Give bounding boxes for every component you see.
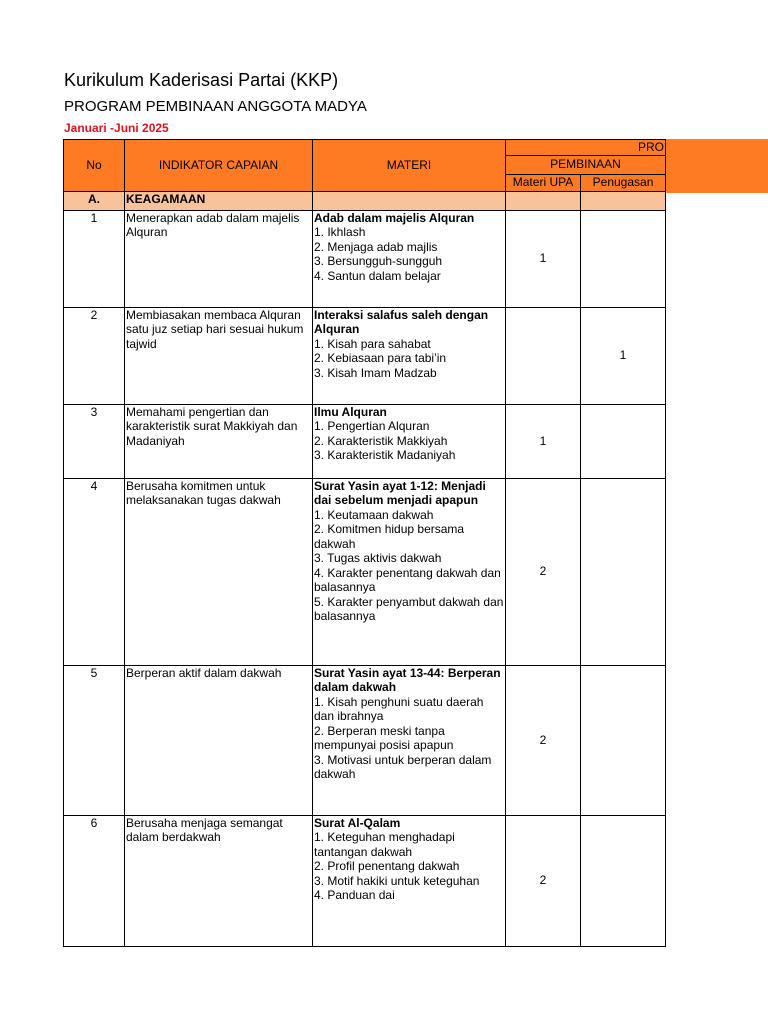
materi-item: 2. Kebiasaan para tabi’in [314, 351, 447, 365]
row-number: 4 [64, 478, 125, 665]
materi-upa-cell [506, 307, 581, 404]
indikator-cell: Memahami pengertian dan karakteristik surat Makkiyah dan Madaniyah [125, 404, 313, 478]
indikator-cell: Berusaha komitmen untuk melaksanakan tugas dakwah [125, 478, 313, 665]
section-label: KEAGAMAAN [125, 191, 313, 210]
materi-cell [313, 478, 506, 665]
materi-title: Surat Yasin ayat 13-44: Berperan dalam dakwah [314, 665, 501, 694]
materi-cell [313, 307, 506, 404]
materi-upa-cell: 2 [506, 478, 581, 665]
row-number: 3 [64, 404, 125, 478]
table-row [64, 815, 666, 946]
header-materi: MATERI [313, 140, 506, 192]
table-row [64, 404, 666, 478]
materi-title: Surat Yasin ayat 1-12: Menjadi dai sebelum menjadi apapun [314, 478, 486, 507]
table-row [64, 478, 666, 665]
row-number: 1 [64, 210, 125, 307]
indikator-cell: Berusaha menjaga semangat dalam berdakwah [125, 815, 313, 946]
materi-title: Adab dalam majelis Alquran [314, 210, 475, 225]
materi-item: 3. Tugas aktivis dakwah [314, 551, 442, 565]
indikator-cell: Membiasakan membaca Alquran satu juz setiap hari sesuai hukum tajwid [125, 307, 313, 404]
materi-item: 2. Menjaga adab majlis [314, 239, 438, 254]
header-no: No [64, 140, 125, 192]
header-materi-upa: Materi UPA [506, 174, 581, 191]
materi-cell [313, 404, 506, 478]
table-row [64, 665, 666, 815]
materi-item: 4. Karakter penentang dakwah dan balasannya [314, 565, 501, 594]
materi-item: 1. Kisah para sahabat [314, 336, 431, 351]
penugasan-cell: 1 [581, 307, 666, 404]
materi-item: 3. Motivasi untuk berperan dalam dakwah [314, 752, 492, 781]
materi-title: Interaksi salafus saleh dengan Alquran [314, 307, 489, 336]
materi-upa-cell: 2 [506, 815, 581, 946]
curriculum-table [63, 139, 666, 947]
materi-item: 4. Panduan dai [314, 888, 395, 902]
table-row [64, 307, 666, 404]
header-orange-extension [665, 139, 768, 193]
materi-item: 2. Karakteristik Makkiyah [314, 433, 448, 448]
materi-upa-cell: 1 [506, 404, 581, 478]
header-penugasan: Penugasan [581, 174, 666, 191]
program-subtitle: PROGRAM PEMBINAAN ANGGOTA MADYA [64, 98, 367, 115]
header-indikator: INDIKATOR CAPAIAN [125, 140, 313, 192]
materi-title: Surat Al-Qalam [314, 815, 401, 830]
materi-item: 1. Kisah penghuni suatu daerah dan ibrahnya [314, 694, 484, 723]
materi-cell [313, 665, 506, 815]
materi-item: 4. Santun dalam belajar [314, 268, 441, 283]
materi-item: 5. Karakter penyambut dakwah dan balasannya [314, 594, 504, 623]
materi-item: 1. Keteguhan menghadapi tantangan dakwah [314, 830, 455, 859]
materi-cell [313, 210, 506, 307]
materi-item: 3. Kisah Imam Madzab [314, 365, 437, 380]
penugasan-cell [581, 665, 666, 815]
indikator-cell: Berperan aktif dalam dakwah [125, 665, 313, 815]
materi-item: 2. Berperan meski tanpa mempunyai posisi apapun [314, 723, 454, 752]
materi-item: 1. Pengertian Alquran [314, 419, 430, 433]
materi-item: 3. Motif hakiki untuk keteguhan [314, 873, 480, 888]
materi-item: 3. Bersungguh-sungguh [314, 254, 443, 268]
row-number: 6 [64, 815, 125, 946]
materi-item: 1. Keutamaan dakwah [314, 507, 434, 522]
materi-title: Ilmu Alquran [314, 404, 387, 419]
materi-item: 1. Ikhlash [314, 225, 366, 239]
materi-upa-cell: 1 [506, 210, 581, 307]
row-number: 5 [64, 665, 125, 815]
section-empty-cell [581, 191, 666, 210]
penugasan-cell [581, 210, 666, 307]
materi-item: 3. Karakteristik Madaniyah [314, 448, 456, 462]
materi-cell [313, 815, 506, 946]
penugasan-cell [581, 815, 666, 946]
section-number: A. [64, 191, 125, 210]
section-empty-cell [506, 191, 581, 210]
penugasan-cell [581, 478, 666, 665]
header-program-group: PRO [506, 140, 666, 156]
header-pembinaan: PEMBINAAN [506, 155, 666, 174]
materi-upa-cell: 2 [506, 665, 581, 815]
section-empty-cell [313, 191, 506, 210]
period-label: Januari -Juni 2025 [64, 121, 169, 135]
materi-item: 2. Komitmen hidup bersama dakwah [314, 522, 465, 551]
row-number: 2 [64, 307, 125, 404]
document-title: Kurikulum Kaderisasi Partai (KKP) [64, 70, 339, 90]
section-row [64, 191, 666, 210]
table-row [64, 210, 666, 307]
indikator-cell: Menerapkan adab dalam majelis Alquran [125, 210, 313, 307]
penugasan-cell [581, 404, 666, 478]
materi-item: 2. Profil penentang dakwah [314, 859, 460, 873]
